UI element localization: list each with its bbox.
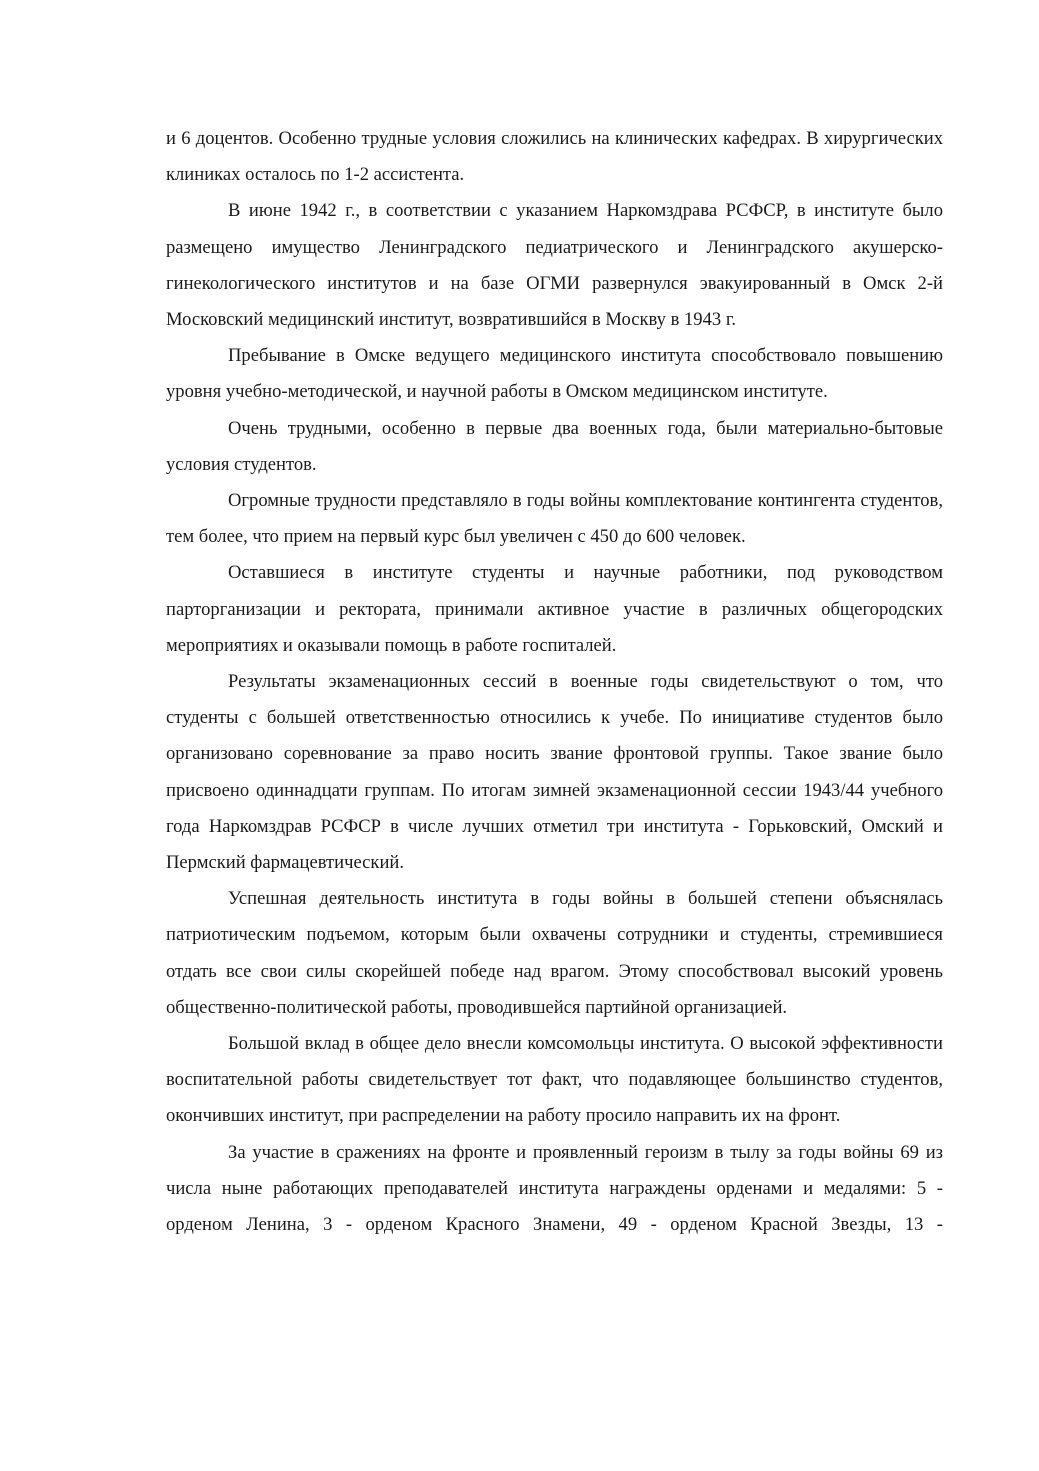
paragraph-8: Успешная деятельность института в годы войны в большей степени объяснялась патриотическим подъемом, которым были охвачены сотрудники и студенты, стремившиеся отдать все свои силы скорейшей победе над врагом. Этому способствовал высокий уровень общественно-политической работы, проводившейся партийной организацией. (166, 888, 943, 1018)
paragraph-4: Очень трудными, особенно в первые два военных года, были материально-бытовые условия студентов. (166, 417, 943, 475)
paragraph-7: Результаты экзаменационных сессий в военные годы свидетельствуют о том, что студенты с большей ответственностью относились к учебе. По инициативе студентов было организовано соревнование за право носить звание фронтовой группы. Такое звание было присвоено одиннадцати группам. По итогам зимней экзаменационной сессии 1943/44 учебного года Наркомздрав РСФСР в числе лучших отметил три института - Горьковский, Омский и Пермский фармацевтический. (166, 671, 943, 874)
paragraph-6: Оставшиеся в институте студенты и научные работники, под руководством парторганизации и ректората, принимали активное участие в различных общегородских мероприятиях и оказывали помощь в работе госпиталей. (166, 562, 943, 656)
paragraph-1: и 6 доцентов. Особенно трудные условия сложились на клинических кафедрах. В хирургических клиниках осталось по 1-2 ассистента. (166, 128, 943, 186)
paragraph-2: В июне 1942 г., в соответствии с указанием Наркомздрава РСФСР, в институте было размещено имущество Ленинградского педиатрического и Ленинградского акушерско-гинекологического институтов и на базе ОГМИ развернулся эвакуированный в Омск 2-й Московский медицинский институт, возвратившийся в Москву в 1943 г. (166, 200, 943, 331)
paragraph-9: Большой вклад в общее дело внесли комсомольцы института. О высокой эффективности воспитательной работы свидетельствует тот факт, что подавляющее большинство студентов, окончивших институт, при распределении на работу просило направить их на фронт. (166, 1033, 943, 1127)
document-text-body (166, 121, 943, 1243)
paragraph-10: За участие в сражениях на фронте и проявленный героизм в тылу за годы войны 69 из числа ныне работающих преподавателей института награждены орденами и медалями: 5 - орденом Ленина, 3 - орденом Красного Знамени, 49 - орденом Красной Звезды, 13 - (166, 1141, 943, 1236)
paragraph-5: Огромные трудности представляло в годы войны комплектование контингента студентов, тем более, что прием на первый курс был увеличен с 450 до 600 человек. (166, 490, 943, 548)
paragraph-3: Пребывание в Омске ведущего медицинского института способствовало повышению уровня учебно-методической, и научной работы в Омском медицинском институте. (166, 345, 943, 403)
